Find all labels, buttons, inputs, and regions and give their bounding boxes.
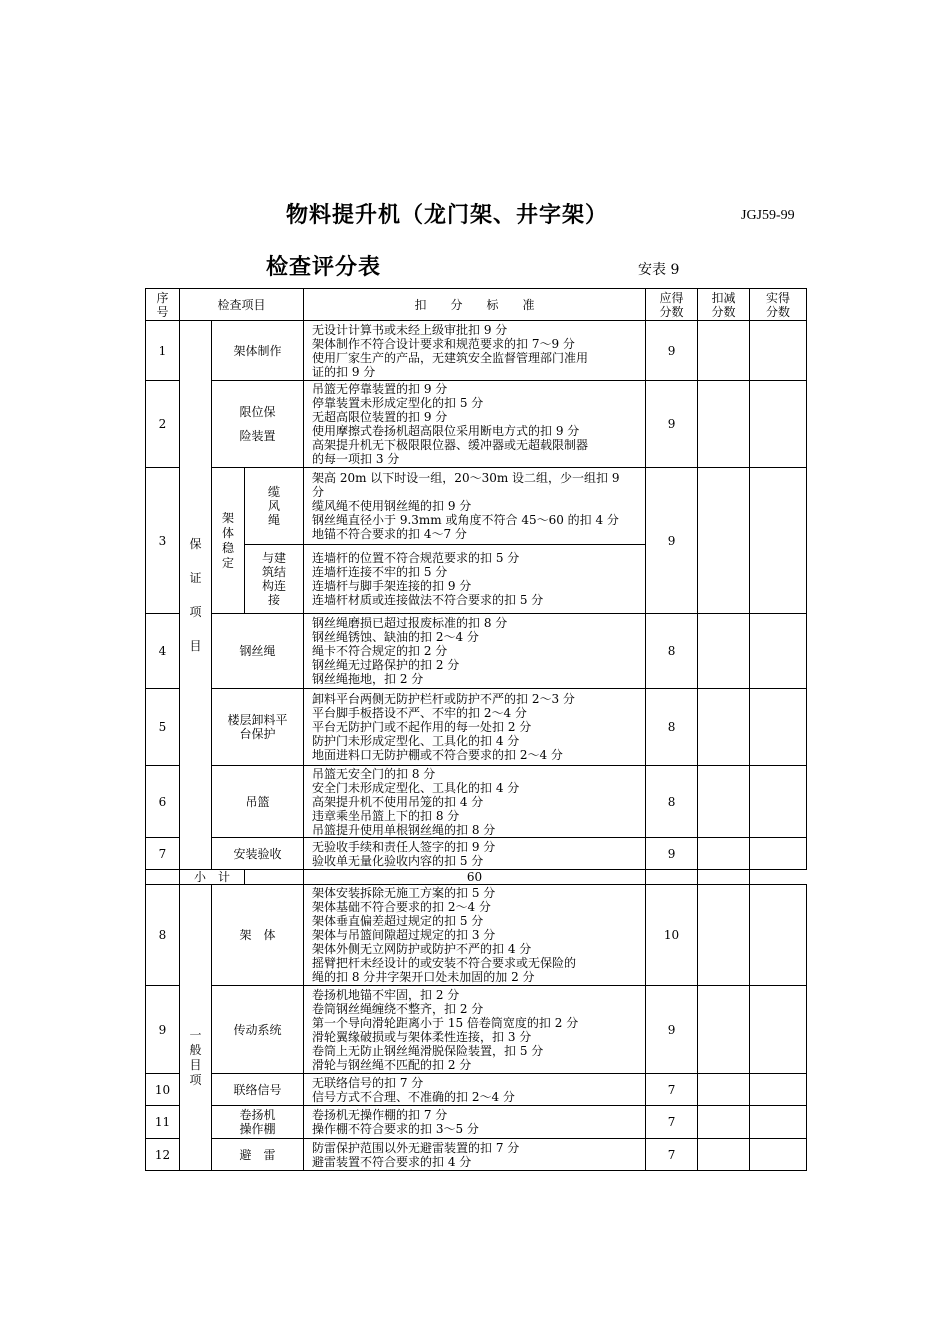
item-name: 架体制作 (212, 321, 304, 381)
header-actual: 实得 分数 (750, 289, 807, 321)
deduct-score (698, 766, 750, 838)
due-score: 7 (646, 1106, 698, 1139)
actual-score (750, 1139, 807, 1171)
item-name: 限位保 险装置 (212, 381, 304, 468)
row-number: 2 (146, 381, 180, 468)
row-number: 11 (146, 1106, 180, 1139)
row-number: 4 (146, 614, 180, 689)
actual-score (698, 870, 750, 885)
due-score: 8 (646, 614, 698, 689)
deduct-score (698, 838, 750, 870)
sub-item-name: 与建 筑结 构连 接 (245, 545, 304, 614)
row-number: 12 (146, 1139, 180, 1171)
table-row (146, 986, 807, 1074)
actual-score (750, 321, 807, 381)
deduction-standard: 卷扬机无操作棚的扣 7 分 操作棚不符合要求的扣 3～5 分 (304, 1106, 646, 1139)
due-score: 9 (646, 468, 698, 614)
deduction-standard: 防雷保护范围以外无避雷装置的扣 7 分 避雷装置不符合要求的扣 4 分 (304, 1139, 646, 1171)
actual-score (750, 381, 807, 468)
document-subtitle: 检查评分表 (266, 254, 382, 280)
actual-score (750, 885, 807, 986)
deduct-score (698, 614, 750, 689)
due-score: 8 (646, 766, 698, 838)
table-number: 安表 9 (638, 262, 680, 278)
item-name: 架 体 (212, 885, 304, 986)
due-score: 7 (646, 1139, 698, 1171)
document-title: 物料提升机（龙门架、井字架） (286, 202, 609, 228)
deduct-score (698, 381, 750, 468)
row-number: 3 (146, 468, 180, 614)
header-item: 检查项目 (180, 289, 304, 321)
item-name: 传动系统 (212, 986, 304, 1074)
actual-score (750, 1074, 807, 1106)
header-deduct: 扣减 分数 (698, 289, 750, 321)
deduction-standard: 卷扬机地锚不牢固，扣 2 分 卷筒钢丝绳缠绕不整齐，扣 2 分 第一个导向滑轮距离小于 15 倍卷筒宽度的扣 2 分 滑轮翼缘破损或与架体柔性连接，扣 3 分 卷筒上无防止钢丝绳滑脱保险装置，扣 5 分 滑轮与钢丝绳不匹配的扣 2 分 (304, 986, 646, 1074)
deduction-standard: 钢丝绳磨损已超过报废标准的扣 8 分 钢丝绳锈蚀、缺油的扣 2～4 分 绳卡不符合规定的扣 2 分 钢丝绳无过路保护的扣 2 分 钢丝绳拖地，扣 2 分 (304, 614, 646, 689)
table-row (146, 381, 807, 468)
due-score: 9 (646, 321, 698, 381)
deduction-standard: 吊篮无停靠装置的扣 9 分 停靠装置未形成定型化的扣 5 分 无超高限位装置的扣 9 分 使用摩擦式卷扬机超高限位采用断电方式的扣 9 分 高架提升机无下极限限位器、缓冲器或无超载限制器 的每一项扣 3 分 (304, 381, 646, 468)
deduction-standard: 无设计计算书或未经上级审批扣 9 分 架体制作不符合设计要求和规范要求的扣 7～9 分 使用厂家生产的产品，无建筑安全监督管理部门准用 证的扣 9 分 (304, 321, 646, 381)
item-name: 联络信号 (212, 1074, 304, 1106)
actual-score (750, 614, 807, 689)
row-number (146, 870, 180, 885)
item-name: 吊篮 (212, 766, 304, 838)
deduction-standard: 无验收手续和责任人签字的扣 9 分 验收单无量化验收内容的扣 5 分 (304, 838, 646, 870)
item-name: 安装验收 (212, 838, 304, 870)
item-name: 卷扬机 操作棚 (212, 1106, 304, 1139)
due-score: 9 (646, 986, 698, 1074)
table-row (146, 689, 807, 766)
deduct-score (698, 689, 750, 766)
item-name: 避 雷 (212, 1139, 304, 1171)
actual-score (750, 689, 807, 766)
deduct-score (646, 870, 698, 885)
due-score: 9 (646, 838, 698, 870)
standard-code: JGJ59-99 (741, 208, 795, 223)
table-row (146, 885, 807, 986)
header-no: 序 号 (146, 289, 180, 321)
table-row (146, 321, 807, 381)
deduction-standard: 架高 20m 以下时设一组，20～30m 设二组，少一组扣 9 分 缆风绳不使用钢丝绳的扣 9 分 钢丝绳直径小于 9.3mm 或角度不符合 45～60 的扣 4 分 地锚不符合要求的扣 4～7 分 (304, 468, 646, 545)
table-row (146, 1106, 807, 1139)
deduction-standard: 连墙杆的位置不符合规范要求的扣 5 分 连墙杆连接不牢的扣 5 分 连墙杆与脚手架连接的扣 9 分 连墙杆材质或连接做法不符合要求的扣 5 分 (304, 545, 646, 614)
deduction-standard: 卸料平台两侧无防护栏杆或防护不严的扣 2～3 分 平台脚手板搭设不严、不牢的扣 2～4 分 平台无防护门或不起作用的每一处扣 2 分 防护门未形成定型化、工具化的扣 4 分 地面进料口无防护棚或不符合要求的扣 2～4 分 (304, 689, 646, 766)
deduct-score (698, 1106, 750, 1139)
table-row (146, 614, 807, 689)
item-name: 钢丝绳 (212, 614, 304, 689)
row-number: 8 (146, 885, 180, 986)
actual-score (750, 838, 807, 870)
row-number: 7 (146, 838, 180, 870)
deduct-score (698, 321, 750, 381)
header-row (146, 289, 807, 321)
deduct-score (698, 986, 750, 1074)
deduction-standard (245, 870, 304, 885)
deduct-score (698, 885, 750, 986)
deduct-score (698, 468, 750, 614)
header-standard: 扣 分 标 准 (304, 289, 646, 321)
row-number: 5 (146, 689, 180, 766)
deduction-standard: 吊篮无安全门的扣 8 分 安全门未形成定型化、工具化的扣 4 分 高架提升机不使用吊笼的扣 4 分 违章乘坐吊篮上下的扣 8 分 吊篮提升使用单根钢丝绳的扣 8 分 (304, 766, 646, 838)
row-number: 1 (146, 321, 180, 381)
row-number: 10 (146, 1074, 180, 1106)
sub-group-stability: 架 体 稳 定 (212, 468, 245, 614)
table-row (146, 1139, 807, 1171)
deduction-standard: 架体安装拆除无施工方案的扣 5 分 架体基础不符合要求的扣 2～4 分 架体垂直偏差超过规定的扣 5 分 架体与吊篮间隙超过规定的扣 3 分 架体外侧无立网防护或防护不严的扣 4 分 摇臂把杆未经设计的或安装不符合要求或无保险的 绳的扣 8 分井字架开口处未加固的加 2 分 (304, 885, 646, 986)
sub-item-name: 缆 风 绳 (245, 468, 304, 545)
row-number: 9 (146, 986, 180, 1074)
actual-score (750, 1106, 807, 1139)
due-score: 8 (646, 689, 698, 766)
subtotal-label: 小 计 (180, 870, 245, 885)
actual-score (750, 986, 807, 1074)
deduct-score (698, 1074, 750, 1106)
actual-score (750, 766, 807, 838)
actual-score (750, 468, 807, 614)
inspection-table (145, 288, 807, 1171)
item-name: 楼层卸料平 台保护 (212, 689, 304, 766)
table-row (146, 766, 807, 838)
table-row (146, 468, 807, 545)
due-score: 60 (304, 870, 646, 885)
table-row (146, 838, 807, 870)
due-score: 10 (646, 885, 698, 986)
row-number: 6 (146, 766, 180, 838)
due-score: 7 (646, 1074, 698, 1106)
table-row (146, 1074, 807, 1106)
header-due: 应得 分数 (646, 289, 698, 321)
deduction-standard: 无联络信号的扣 7 分 信号方式不合理、不准确的扣 2～4 分 (304, 1074, 646, 1106)
group-general: 一 般 目 项 (180, 885, 212, 1171)
due-score: 9 (646, 381, 698, 468)
group-guarantee: 保 证 项 目 (180, 321, 212, 870)
deduct-score (698, 1139, 750, 1171)
subtotal-row (146, 870, 807, 885)
